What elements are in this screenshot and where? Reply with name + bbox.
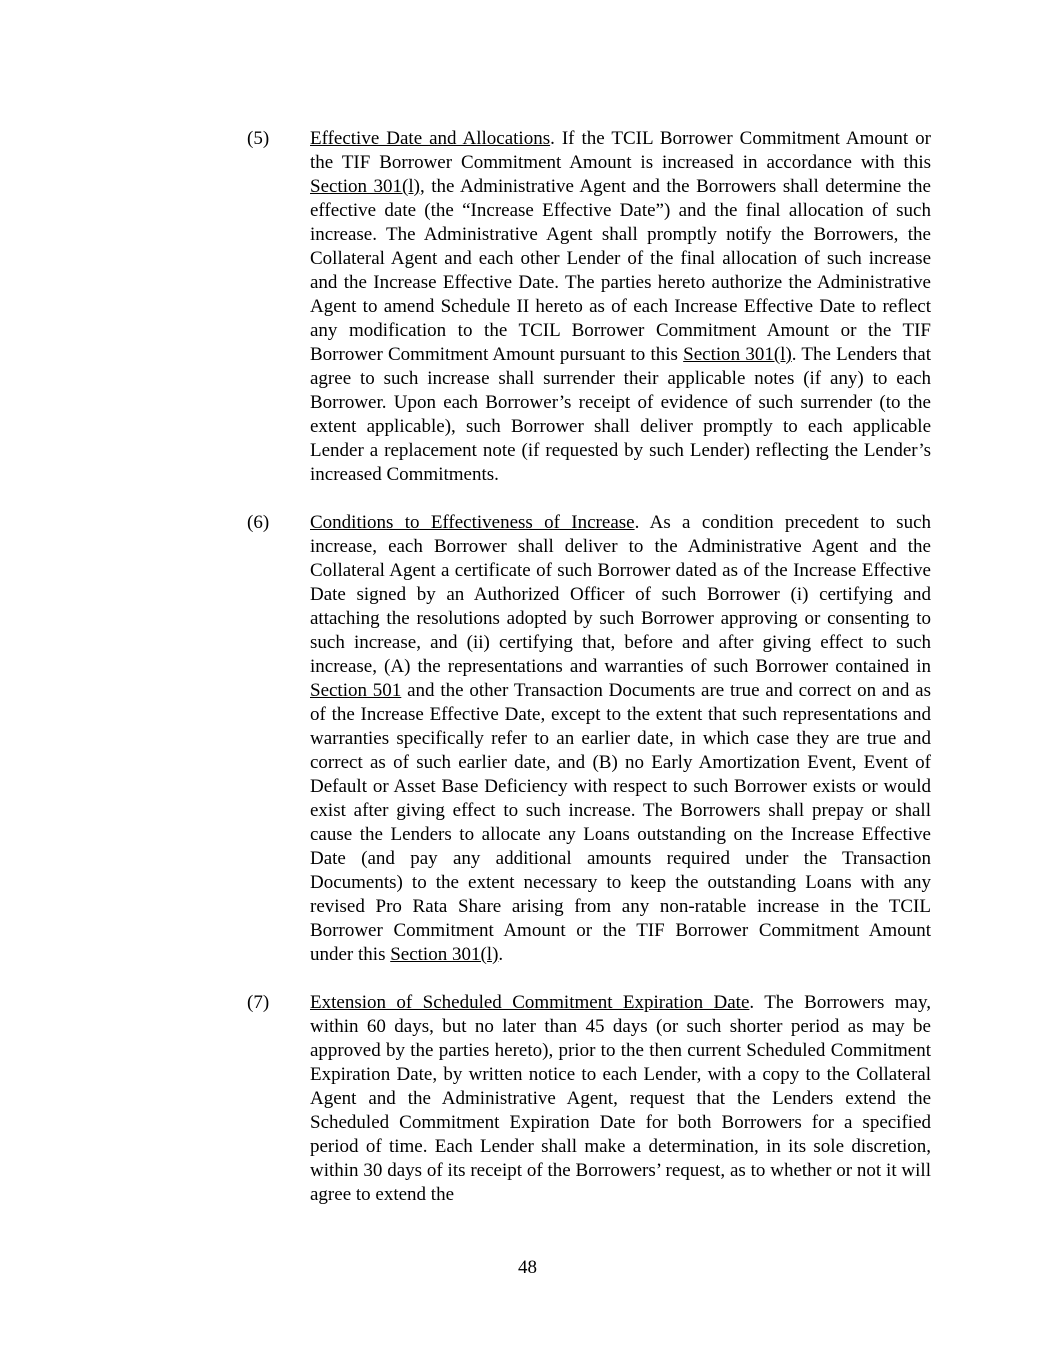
text-run: . xyxy=(498,944,504,965)
section-ref: Section 301(l) xyxy=(390,944,499,965)
text-run: , the Administrative Agent and the Borrowers shall determine the effective date (the “Increase Effective Date”) and the final allocation of such increase. The Administrative Agent shall promptly notify the Borrowers, the Collateral Agent and each other Lender of the final allocation of such increase and the Increase Effective Date. The parties hereto authorize the Administrative Agent to amend Schedule II hereto as of each Increase Effective Date to reflect any modification to the TCIL Borrower Commitment Amount or the TIF Borrower Commitment Amount pursuant to this xyxy=(310,176,931,365)
paragraph-5 xyxy=(247,127,931,487)
clause-heading: Conditions to Effectiveness of Increase xyxy=(310,512,635,533)
clause-number: (6) xyxy=(247,512,270,533)
text-run: and the other Transaction Documents are true and correct on and as of the Increase Effective Date, except to the extent that such representations and warranties specifically refer to an earlier date, in which case they are true and correct as of such earlier date, and (B) no Early Amortization Event, Event of Default or Asset Base Deficiency with respect to such Borrower exists or would exist after giving effect to such increase. The Borrowers shall prepay or shall cause the Lenders to allocate any Loans outstanding on the Increase Effective Date (and pay any additional amounts required under the Transaction Documents) to the extent necessary to keep the outstanding Loans with any revised Pro Rata Share arising from any non-ratable increase in the TCIL Borrower Commitment Amount or the TIF Borrower Commitment Amount under this xyxy=(310,680,931,965)
text-run: . The Borrowers may, within 60 days, but no later than 45 days (or such shorter period as may be approved by the parties hereto), prior to the then current Scheduled Commitment Expiration Date, by written notice to each Lender, with a copy to the Collateral Agent and the Administrative Agent, request that the Lenders extend the Scheduled Commitment Expiration Date for both Borrowers for a specified period of time. Each Lender shall make a determination, in its sole discretion, within 30 days of its receipt of the Borrowers’ request, as to whether or not it will agree to extend the xyxy=(310,992,931,1205)
section-ref: Section 301(l) xyxy=(310,176,420,197)
text-run: . If the TCIL Borrower Commitment Amount or the TIF Borrower Commitment Amount is increased in accordance with this xyxy=(310,128,931,173)
text-run: . As a condition precedent to such increase, each Borrower shall deliver to the Administrative Agent and the Collateral Agent a certificate of such Borrower dated as of the Increase Effective Date signed by an Authorized Officer of such Borrower (i) certifying and attaching the resolutions adopted by such Borrower approving or consenting to such increase, and (ii) certifying that, before and after giving effect to such increase, (A) the representations and warranties of such Borrower contained in xyxy=(310,512,931,677)
clause-number: (5) xyxy=(247,128,270,149)
clause-heading: Effective Date and Allocations xyxy=(310,128,551,149)
paragraph-6 xyxy=(247,511,931,967)
section-ref: Section 301(l) xyxy=(683,344,792,365)
text-run: . The Lenders that agree to such increase shall surrender their applicable notes (if any) to each Borrower. Upon each Borrower’s receipt of evidence of such surrender (to the extent applicable), such Borrower shall deliver promptly to each applicable Lender a replacement note (if requested by such Lender) reflecting the Lender’s increased Commitments. xyxy=(310,344,931,485)
page-number: 48 xyxy=(518,1257,537,1278)
page-body xyxy=(247,127,931,1231)
paragraph-7 xyxy=(247,991,931,1207)
section-ref: Section 501 xyxy=(310,680,402,701)
clause-number: (7) xyxy=(247,992,270,1013)
clause-heading: Extension of Scheduled Commitment Expiration Date xyxy=(310,992,750,1013)
